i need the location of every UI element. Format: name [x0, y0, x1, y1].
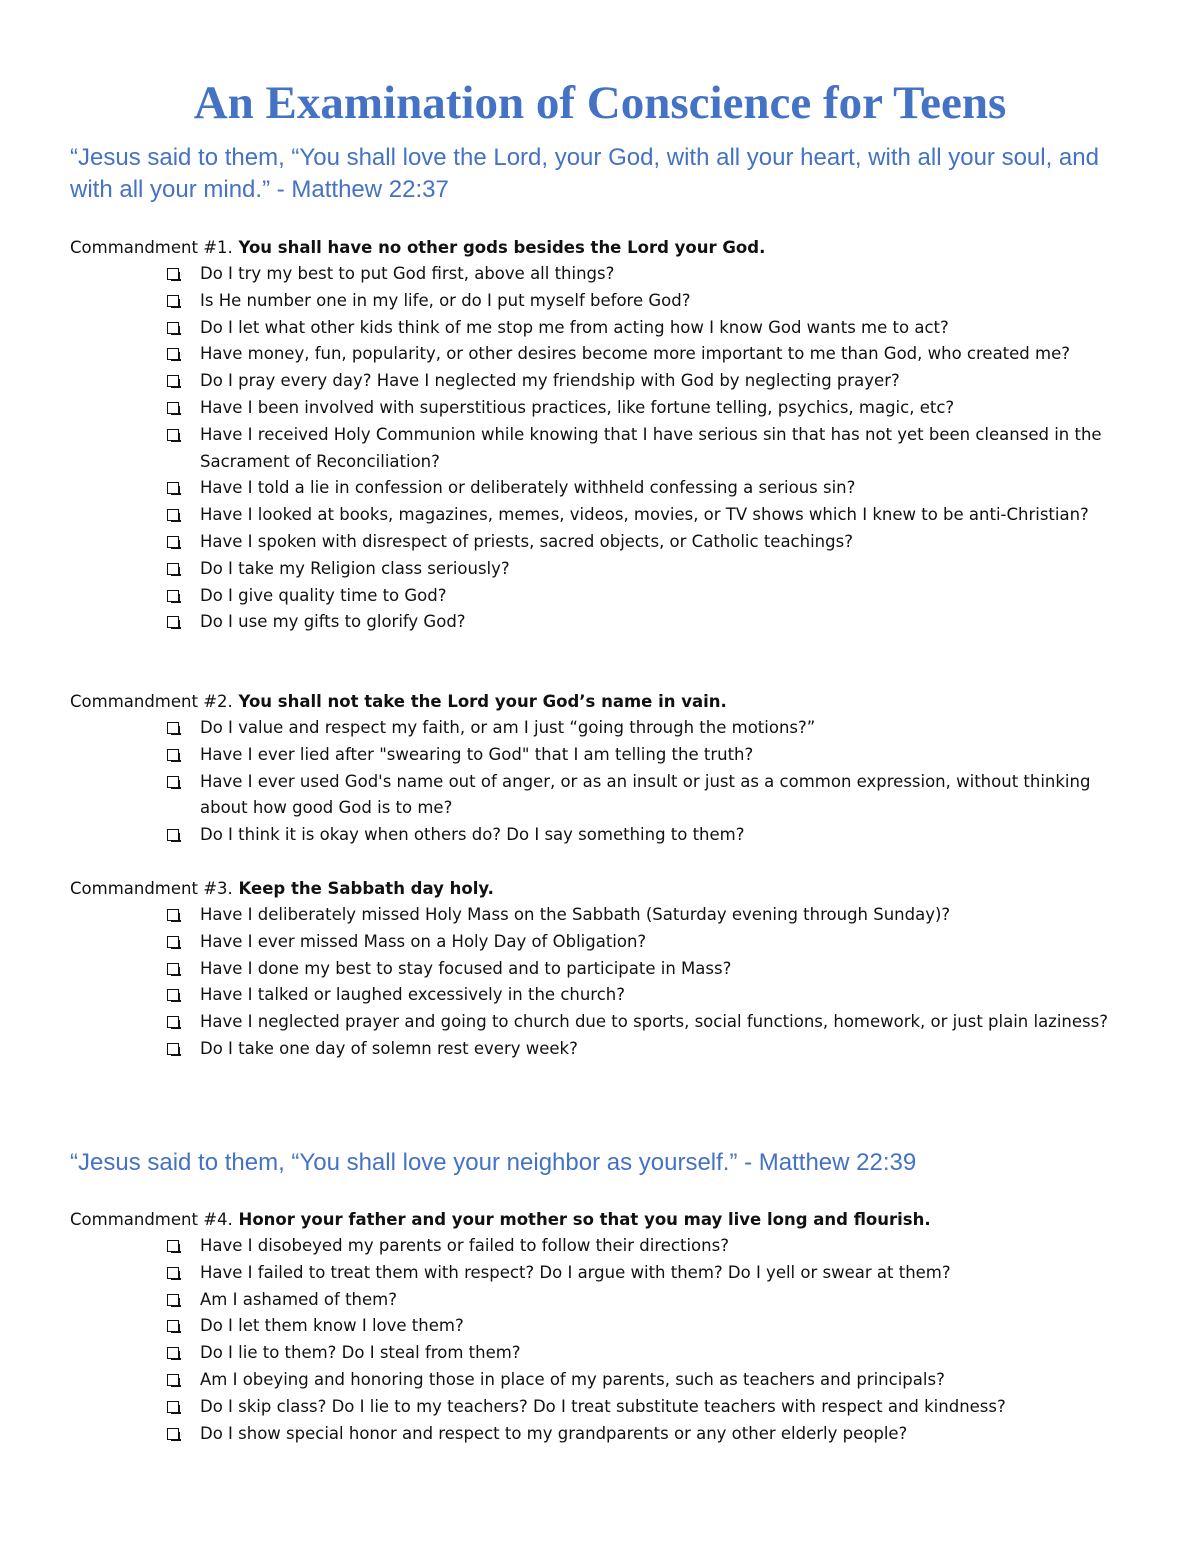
checklist-item-text: Do I show special honor and respect to my grandparents or any other elderly people? — [200, 1423, 908, 1443]
checkbox-icon[interactable] — [167, 909, 179, 921]
checklist-item — [164, 1260, 1139, 1287]
checkbox-icon[interactable] — [167, 829, 179, 841]
commandment-label: Commandment #2. — [70, 692, 233, 711]
commandment-text: You shall not take the Lord your God’s name in vain. — [232, 692, 727, 711]
checkbox-icon[interactable] — [167, 1267, 179, 1279]
checklist-item-text: Do I pray every day? Have I neglected my friendship with God by neglecting prayer? — [200, 371, 900, 391]
checkbox-icon[interactable] — [167, 482, 179, 494]
checkbox-icon[interactable] — [167, 1374, 179, 1386]
checkbox-icon[interactable] — [167, 1347, 179, 1359]
checkbox-icon[interactable] — [167, 375, 179, 387]
checklist-item — [164, 822, 1139, 849]
checkbox-icon[interactable] — [167, 348, 179, 360]
commandment-2-checklist — [164, 715, 1139, 849]
checklist-item-text: Am I obeying and honoring those in place of my parents, such as teachers and principals? — [200, 1369, 945, 1389]
checklist-item-text: Have I failed to treat them with respect? Do I argue with them? Do I yell or swear at them? — [200, 1262, 951, 1282]
checkbox-icon[interactable] — [167, 963, 179, 975]
checklist-item — [164, 583, 1139, 610]
checkbox-icon[interactable] — [167, 590, 179, 602]
checklist-item — [164, 395, 1139, 422]
checklist-item — [164, 769, 1139, 823]
checklist-item-text: Do I take one day of solemn rest every week? — [200, 1038, 578, 1058]
checklist-item-text: Do I skip class? Do I lie to my teachers? Do I treat substitute teachers with respect and kindness? — [200, 1396, 1006, 1416]
checklist-item-text: Have I deliberately missed Holy Mass on the Sabbath (Saturday evening through Sunday)? — [200, 905, 951, 924]
commandment-4-heading — [70, 1206, 1150, 1233]
checkbox-icon[interactable] — [167, 1320, 179, 1332]
checkbox-icon[interactable] — [167, 429, 179, 441]
commandment-4-checklist — [164, 1233, 1139, 1447]
checklist-item — [164, 261, 1139, 288]
checklist-item — [164, 1233, 1139, 1260]
checklist-item-text: Do I value and respect my faith, or am I just “going through the motions?” — [200, 718, 816, 737]
checklist-item — [164, 742, 1139, 769]
commandment-text: Honor your father and your mother so that you may live long and flourish. — [232, 1210, 931, 1229]
checkbox-icon[interactable] — [167, 509, 179, 521]
checklist-item-text: Have I disobeyed my parents or failed to follow their directions? — [200, 1236, 729, 1255]
commandment-label: Commandment #1. — [70, 238, 233, 257]
commandment-1-heading — [70, 234, 1150, 261]
checklist-item — [164, 556, 1139, 583]
commandment-text: Keep the Sabbath day holy. — [232, 879, 494, 898]
checkbox-icon[interactable] — [167, 1294, 179, 1306]
checklist-item-text: Have I spoken with disrespect of priests, sacred objects, or Catholic teachings? — [200, 531, 853, 551]
checklist-item-text: Do I let them know I love them? — [200, 1316, 464, 1336]
checkbox-icon[interactable] — [167, 749, 179, 761]
checklist-item — [164, 1394, 1139, 1421]
checklist-item — [164, 341, 1139, 368]
checklist-item-text: Have I ever missed Mass on a Holy Day of Obligation? — [200, 931, 647, 951]
checklist-item — [164, 956, 1139, 983]
checkbox-icon[interactable] — [167, 322, 179, 334]
checklist-item-text: Do I lie to them? Do I steal from them? — [200, 1343, 521, 1363]
checkbox-icon[interactable] — [167, 295, 179, 307]
checklist-item — [164, 609, 1139, 636]
checklist-item-text: Do I take my Religion class seriously? — [200, 558, 510, 578]
checklist-item-text: Have I ever used God's name out of anger, or as an insult or just as a common expression, without thinking about how good God is to me? — [200, 771, 1091, 818]
checklist-item-text: Have I talked or laughed excessively in the church? — [200, 985, 626, 1005]
commandment-label: Commandment #3. — [70, 879, 233, 898]
checklist-item — [164, 1287, 1139, 1314]
checkbox-icon[interactable] — [167, 722, 179, 734]
checkbox-icon[interactable] — [167, 268, 179, 280]
checklist-item-text: Have I neglected prayer and going to church due to sports, social functions, homework, or just plain laziness? — [200, 1012, 1108, 1032]
checklist-item-text: Have I received Holy Communion while knowing that I have serious sin that has not yet been cleansed in the Sacrament of Reconciliation? — [200, 424, 1102, 471]
checklist-item-text: Have I ever lied after "swearing to God" that I am telling the truth? — [200, 744, 754, 764]
scripture-quote-matthew-22-37: “Jesus said to them, “You shall love the Lord, your God, with all your heart, with all your soul, and with all your mind.” - Matthew 22:37 — [70, 144, 1099, 203]
checkbox-icon[interactable] — [167, 776, 179, 788]
checkbox-icon[interactable] — [167, 1240, 179, 1252]
checklist-item — [164, 1313, 1139, 1340]
scripture-quote-matthew-22-39: “Jesus said to them, “You shall love your neighbor as yourself.” - Matthew 22:39 — [70, 1149, 917, 1176]
checkbox-icon[interactable] — [167, 1016, 179, 1028]
checkbox-icon[interactable] — [167, 402, 179, 414]
checklist-item-text: Do I give quality time to God? — [200, 585, 447, 605]
commandment-1-checklist — [164, 261, 1139, 636]
checkbox-icon[interactable] — [167, 536, 179, 548]
checkbox-icon[interactable] — [167, 1401, 179, 1413]
checklist-item — [164, 1367, 1139, 1394]
commandment-text: You shall have no other gods besides the Lord your God. — [232, 238, 766, 257]
checklist-item — [164, 715, 1139, 742]
checklist-item-text: Am I ashamed of them? — [200, 1289, 397, 1309]
checklist-item-text: Have I looked at books, magazines, memes, videos, movies, or TV shows which I knew to be anti-Christian? — [200, 505, 1089, 525]
checklist-item-text: Have I told a lie in confession or deliberately withheld confessing a serious sin? — [200, 478, 856, 498]
checklist-item-text: Have money, fun, popularity, or other desires become more important to me than God, who created me? — [200, 344, 1070, 364]
checklist-item — [164, 475, 1139, 502]
checkbox-icon[interactable] — [167, 936, 179, 948]
commandment-2-heading — [70, 688, 1150, 715]
checklist-item-text: Have I been involved with superstitious practices, like fortune telling, psychics, magic, etc? — [200, 397, 955, 417]
commandment-label: Commandment #4. — [70, 1210, 233, 1229]
checkbox-icon[interactable] — [167, 616, 179, 628]
checklist-item — [164, 368, 1139, 395]
checklist-item — [164, 1340, 1139, 1367]
checklist-item-text: Do I try my best to put God first, above all things? — [200, 264, 615, 283]
checklist-item-text: Have I done my best to stay focused and to participate in Mass? — [200, 958, 732, 978]
checklist-item — [164, 502, 1139, 529]
checklist-item — [164, 902, 1139, 929]
checklist-item-text: Do I use my gifts to glorify God? — [200, 612, 466, 632]
checklist-item-text: Do I think it is okay when others do? Do I say something to them? — [200, 825, 745, 845]
checklist-item — [164, 929, 1139, 956]
checklist-item — [164, 1036, 1139, 1063]
checklist-item — [164, 1421, 1139, 1448]
page-title: An Examination of Conscience for Teens — [193, 77, 1007, 129]
checklist-item — [164, 1009, 1139, 1036]
checklist-item — [164, 288, 1139, 315]
commandment-3-checklist — [164, 902, 1139, 1063]
checkbox-icon[interactable] — [167, 563, 179, 575]
commandment-3-heading — [70, 875, 1150, 902]
checklist-item-text: Do I let what other kids think of me stop me from acting how I know God wants me to act? — [200, 317, 949, 337]
checklist-item — [164, 422, 1139, 476]
checklist-item-text: Is He number one in my life, or do I put myself before God? — [200, 290, 691, 310]
checklist-item — [164, 529, 1139, 556]
checklist-item — [164, 982, 1139, 1009]
checkbox-icon[interactable] — [167, 1043, 179, 1055]
checklist-item — [164, 315, 1139, 342]
checkbox-icon[interactable] — [167, 1428, 179, 1440]
checkbox-icon[interactable] — [167, 989, 179, 1001]
